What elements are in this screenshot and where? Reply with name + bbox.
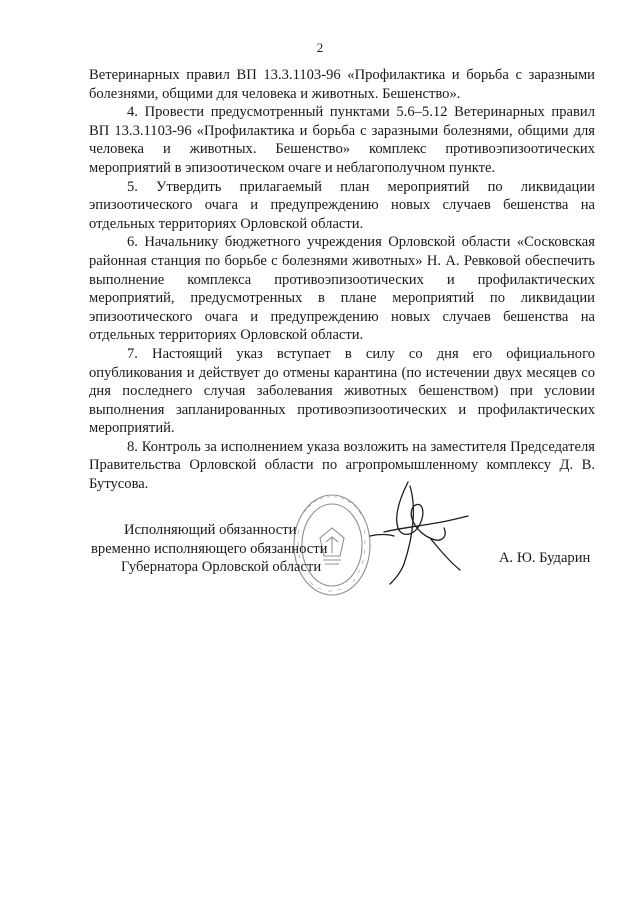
paragraph-item-8: 8. Контроль за исполнением указа возложить на заместителя Председателя Правительства Орловской области по агропромышленному комплексу Д. В. Бутусова. xyxy=(89,438,595,493)
paragraph-item-7: 7. Настоящий указ вступает в силу со дня его официального опубликования и действует до отмены карантина (по истечении двух месяцев со дня последнего случая заболевания животных бешенством) при условии выполнения запланированных противоэпизоотических и профилактических мероприятий. xyxy=(89,345,595,437)
signatory-title-line-2: временно исполняющего обязанности xyxy=(91,541,328,557)
paragraph-item-4: 4. Провести предусмотренный пунктами 5.6–5.12 Ветеринарных правил ВП 13.3.1103-96 «Профилактика и борьба с заразными болезнями, общими для человека и животных. Бешенство» комплекс противоэпизоотических мероприятий в эпизоотическом очаге и неблагополучном пункте. xyxy=(89,104,595,176)
signatory-title-line-3: Губернатора Орловской области xyxy=(121,559,322,575)
signatory-title-line-1: Исполняющий обязанности xyxy=(124,522,297,538)
page-number: 2 xyxy=(316,40,324,55)
paragraph-item-5: 5. Утвердить прилагаемый план мероприятий по ликвидации эпизоотического очага и предупреждению новых случаев бешенства на отдельных территориях Орловской области. xyxy=(89,178,595,232)
paragraph-item-6: 6. Начальнику бюджетного учреждения Орловской области «Сосковская районная станция по борьбе с болезнями животных» Н. А. Ревковой обеспечить выполнение комплекса противоэпизоотических и профилактических мероприятий, предусмотренных в плане мероприятий по ликвидации эпизоотического очага и предупреждению новых случаев бешенства на отдельных территориях Орловской области. xyxy=(89,234,595,344)
handwritten-signature-icon xyxy=(364,476,484,586)
paragraph-continuation: Ветеринарных правил ВП 13.3.1103-96 «Профилактика и борьба с заразными болезнями, общими для человека и животных. Бешенство». xyxy=(89,67,595,102)
signatory-name: А. Ю. Бударин xyxy=(499,550,591,566)
